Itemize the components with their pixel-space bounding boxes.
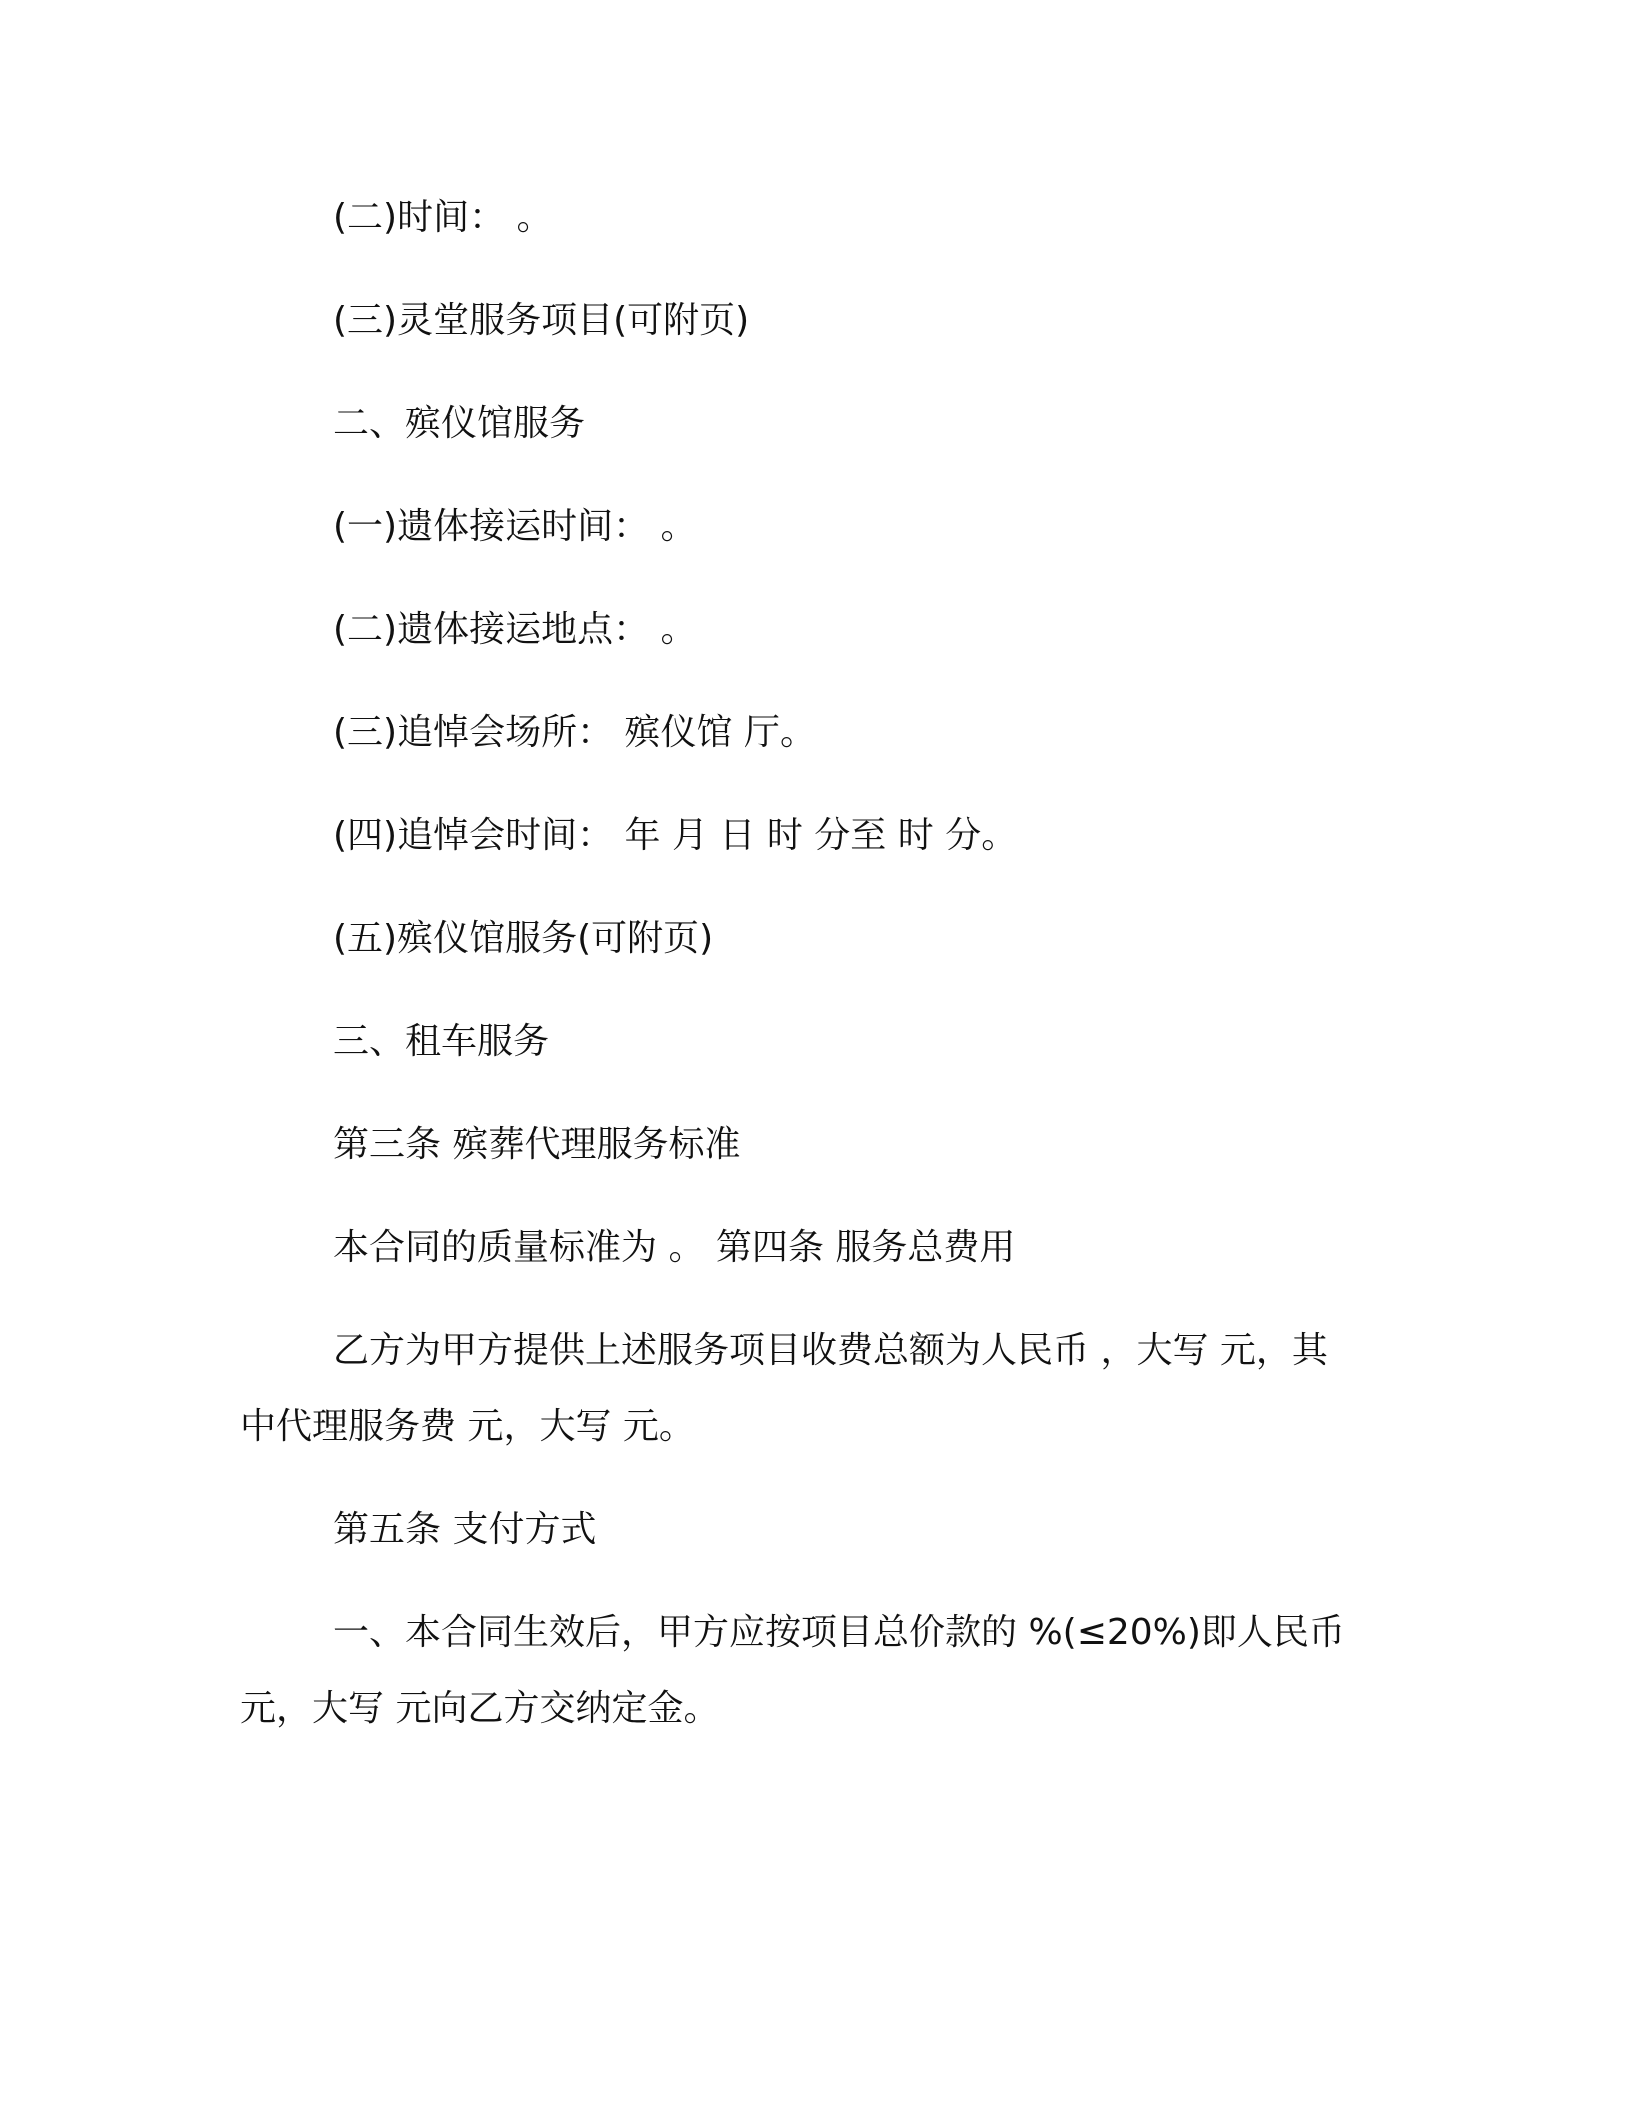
item-time: (二)时间： 。	[333, 197, 553, 238]
payment-text-line-2: 元，大写 元向乙方交纳定金。	[240, 1688, 720, 1729]
section-car-rental-heading: 三、租车服务	[333, 1021, 550, 1062]
item-hall-services: (三)灵堂服务项目(可附页)	[333, 300, 750, 341]
item-transport-time: (一)遗体接运时间： 。	[333, 506, 697, 547]
article-5-heading: 第五条 支付方式	[333, 1509, 597, 1550]
quality-standard-text: 本合同的质量标准为 。 第四条 服务总费用	[333, 1227, 1016, 1268]
item-transport-location: (二)遗体接运地点： 。	[333, 609, 697, 650]
item-memorial-time: (四)追悼会时间： 年 月 日 时 分至 时 分。	[333, 815, 1018, 856]
total-fee-text-line-2: 中代理服务费 元，大写 元。	[240, 1406, 695, 1447]
item-memorial-venue: (三)追悼会场所： 殡仪馆 厅。	[333, 712, 816, 753]
item-funeral-home-services: (五)殡仪馆服务(可附页)	[333, 918, 714, 959]
article-3-heading: 第三条 殡葬代理服务标准	[333, 1124, 741, 1165]
payment-text-line-1: 一、本合同生效后，甲方应按项目总价款的 %(≤20%)即人民币	[333, 1612, 1345, 1653]
section-funeral-home-heading: 二、殡仪馆服务	[333, 403, 586, 444]
total-fee-text-line-1: 乙方为甲方提供上述服务项目收费总额为人民币 ，大写 元，其	[333, 1330, 1328, 1371]
